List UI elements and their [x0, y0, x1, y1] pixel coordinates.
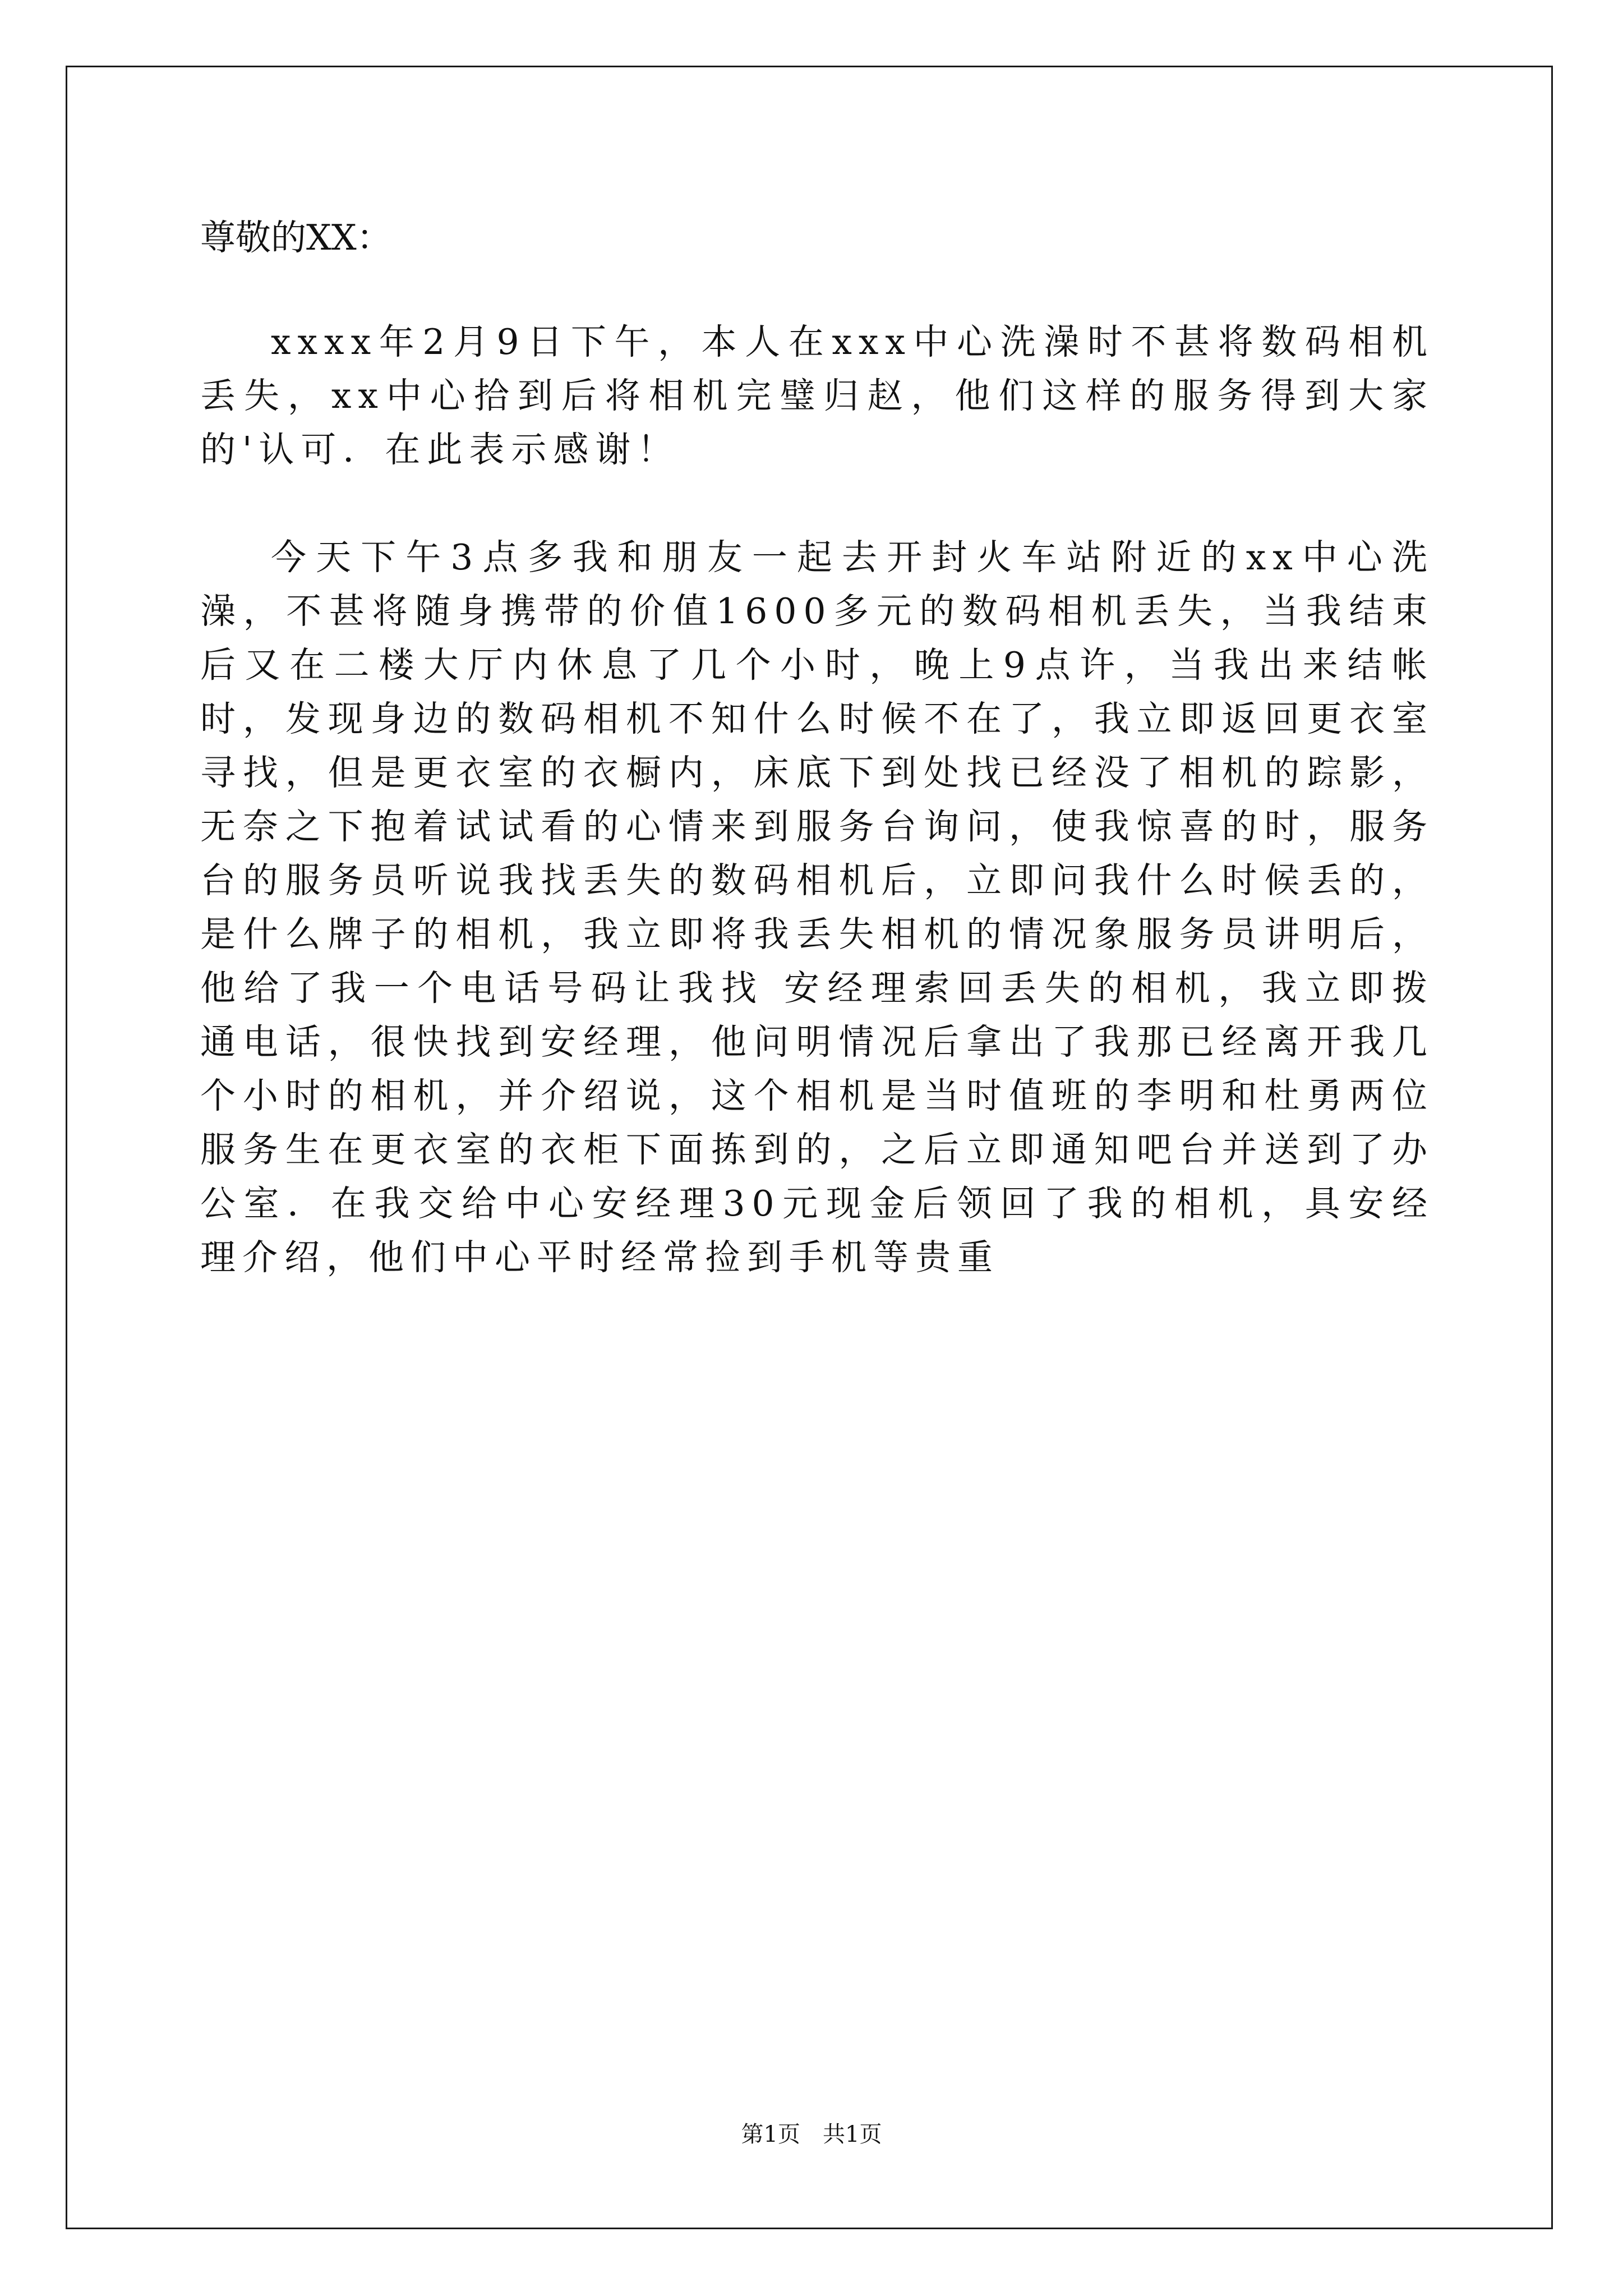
page-number-footer: 第1页 共1页 [741, 2122, 882, 2147]
paragraph-1: xxxx年2月9日下午，本人在xxx中心洗澡时不甚将数码相机丢失，xx中心拾到后将相机完璧归赵，他们这样的服务得到大家的'认可．在此表示感谢！ [200, 321, 1434, 470]
paragraph-2: 今天下午3点多我和朋友一起去开封火车站附近的xx中心洗澡，不甚将随身携带的价值1600多元的数码相机丢失，当我结束后又在二楼大厅内休息了几个小时，晚上9点许，当我出来结帐时，发现身边的数码相机不知什么时候不在了，我立即返回更衣室寻找，但是更衣室的衣橱内，床底下到处找已经没了相机的踪影，无奈之下抱着试试看的心情来到服务台询问，使我惊喜的时，服务台的服务员听说我找丢失的数码相机后，立即问我什么时候丢的，是什么牌子的相机，我立即将我丢失相机的情况象服务员讲明后，他给了我一个电话号码让我找 安经理索回丢失的相机，我立即拨通电话，很快找到安经理，他问明情况后拿出了我那已经离开我几个小时的相机，并介绍说，这个相机是当时值班的李明和杜勇两位服务生在更衣室的衣柜下面拣到的，之后立即通知吧台并送到了办公室．在我交给中心安经理30元现金后领回了我的相机，具安经理介绍，他们中心平时经常捡到手机等贵重 [200, 537, 1434, 1278]
letter-body [200, 211, 1434, 1285]
salutation: 尊敬的XX： [200, 217, 392, 258]
